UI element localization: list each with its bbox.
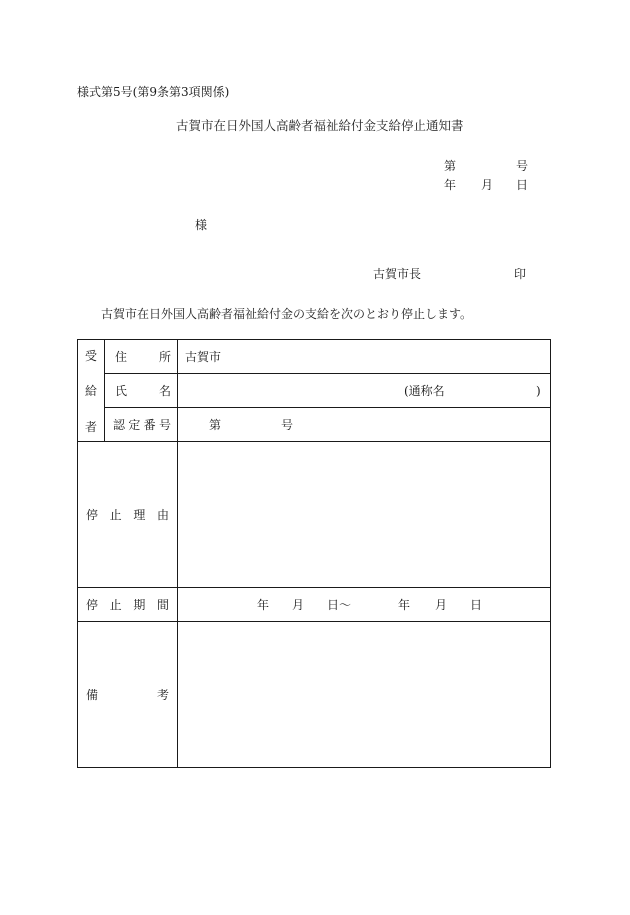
reason-row: [78, 442, 551, 588]
reason-label-char: 停: [86, 508, 99, 522]
remarks-row: [78, 622, 551, 768]
address-value-cell: [178, 340, 551, 374]
address-label-cell: [105, 340, 178, 374]
name-label-cell: [105, 374, 178, 408]
period-label-char: 止: [109, 598, 122, 612]
recipient-label-cell: [78, 340, 105, 442]
cert-go: 号: [281, 418, 294, 432]
period-label-char: 停: [86, 598, 99, 612]
remarks-label-cell: [78, 622, 178, 768]
doc-number-dai: 第: [444, 159, 457, 173]
cert-label-char: 号: [158, 418, 171, 432]
remarks-label-char: 備: [86, 688, 99, 702]
period-label-cell: [78, 588, 178, 622]
alias-name-close: ): [536, 384, 541, 398]
issuer-name: 古賀市長: [373, 267, 422, 281]
intro-text: 古賀市在日外国人高齢者福祉給付金の支給を次のとおり停止します。: [101, 307, 473, 321]
cert-dai: 第: [209, 418, 222, 432]
recipient-honorific: 様: [195, 218, 208, 232]
cert-number-row: [78, 408, 551, 442]
address-row: [78, 340, 551, 374]
recipient-label-char: 受: [84, 348, 97, 363]
document-title: 古賀市在日外国人高齢者福祉給付金支給停止通知書: [176, 118, 464, 133]
notice-form-table: [77, 339, 551, 768]
cert-label-cell: [105, 408, 178, 442]
period-end-day: 日: [470, 598, 483, 612]
reason-label-char: 由: [156, 508, 169, 522]
period-label-char: 期: [133, 598, 146, 612]
name-label-char: 名: [158, 384, 171, 398]
period-end-year: 年: [398, 598, 411, 612]
reason-label-cell: [78, 442, 178, 588]
recipient-label-char: 者: [84, 419, 97, 434]
period-end-month: 月: [435, 598, 448, 612]
cert-label-char: 番: [143, 418, 156, 432]
cert-label-char: 認: [113, 418, 126, 432]
address-label-char: 住: [115, 350, 128, 364]
period-start-month: 月: [292, 598, 305, 612]
name-label-char: 氏: [115, 384, 128, 398]
cert-label-char: 定: [128, 418, 141, 432]
recipient-label-char: 給: [84, 384, 97, 398]
reason-label-char: 止: [109, 508, 122, 522]
period-value-cell: [178, 588, 551, 622]
remarks-label-char: 考: [156, 688, 169, 702]
date-month: 月: [481, 178, 494, 192]
remarks-value-cell: [178, 622, 551, 768]
address-value: 古賀市: [185, 350, 222, 364]
seal-mark: 印: [514, 267, 527, 281]
period-start-day: 日〜: [327, 598, 352, 612]
period-label-char: 間: [156, 598, 169, 612]
cert-value-cell: [178, 408, 551, 442]
period-row: [78, 588, 551, 622]
name-row: [78, 374, 551, 408]
doc-number-go: 号: [516, 159, 529, 173]
period-start-year: 年: [257, 598, 270, 612]
address-label-char: 所: [158, 350, 171, 364]
form-number: 様式第5号(第9条第3項関係): [77, 85, 230, 99]
name-value-cell: [178, 374, 551, 408]
reason-label-char: 理: [133, 508, 146, 522]
alias-name-open: (通称名: [404, 384, 445, 398]
date-year: 年: [444, 178, 457, 192]
date-day: 日: [516, 178, 529, 192]
reason-value-cell: [178, 442, 551, 588]
